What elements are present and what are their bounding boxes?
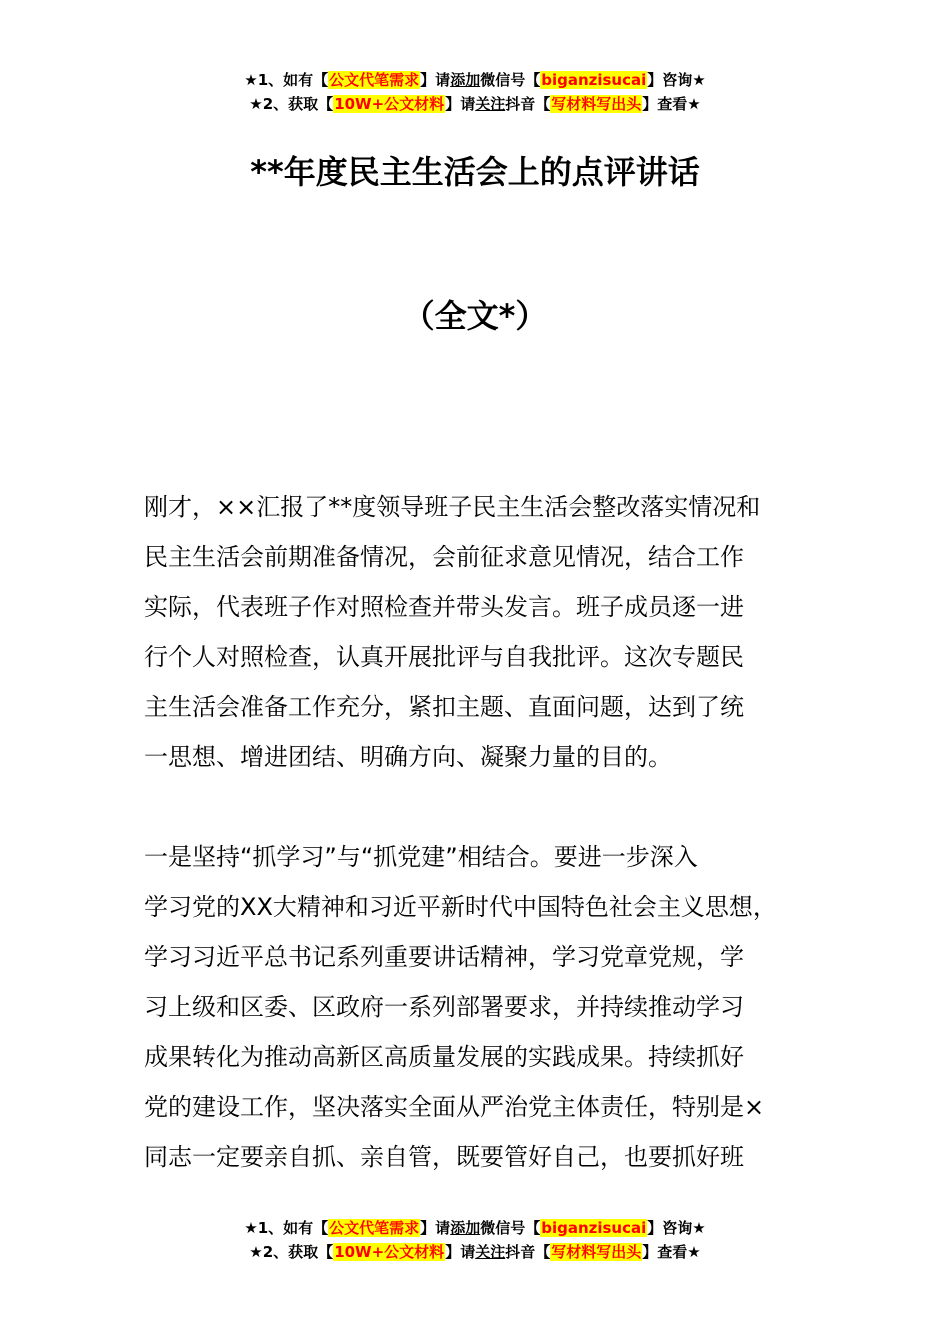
paragraph-line: 实际，代表班子作对照检查并带头发言。班子成员逐一进	[144, 593, 744, 621]
banner-text: ★1、如有【	[244, 71, 329, 89]
banner-emphasis: 添加	[450, 1219, 481, 1237]
banner-highlight-wechat-id: biganzisucai	[541, 1219, 647, 1237]
paragraph-line: 主生活会准备工作充分，紧扣主题、直面问题，达到了统	[144, 693, 744, 721]
banner-text: ★2、获取【	[249, 1243, 334, 1261]
banner-text: 】请	[420, 1219, 451, 1237]
banner-highlight-materials: 10W+公文材料	[334, 1243, 445, 1261]
banner-emphasis: 关注	[475, 95, 506, 113]
banner-text: 抖音【	[505, 95, 551, 113]
header-banner	[0, 68, 950, 116]
paragraph-2	[144, 832, 834, 1182]
banner-line-2	[0, 1240, 950, 1264]
document-subtitle: （全文*）	[402, 297, 548, 335]
paragraph-1	[144, 482, 814, 782]
paragraph-line: 学习习近平总书记系列重要讲话精神，学习党章党规，学	[144, 943, 744, 971]
banner-text: 】查看★	[642, 1243, 701, 1261]
paragraph-line: 党的建设工作，坚决落实全面从严治党主体责任，特别是×	[144, 1093, 765, 1121]
banner-text: 抖音【	[505, 1243, 551, 1261]
banner-highlight-douyin: 写材料写出头	[551, 95, 642, 113]
paragraph-line: 习上级和区委、区政府一系列部署要求，并持续推动学习	[144, 993, 744, 1021]
banner-highlight-wechat-id: biganzisucai	[541, 71, 647, 89]
banner-text: 微信号【	[480, 1219, 541, 1237]
paragraph-line: 一思想、增进团结、明确方向、凝聚力量的目的。	[144, 743, 672, 771]
banner-text: 】查看★	[642, 95, 701, 113]
banner-text: 】咨询★	[647, 1219, 706, 1237]
paragraph-line: 同志一定要亲自抓、亲自管，既要管好自己，也要抓好班	[144, 1143, 744, 1171]
paragraph-line: 一是坚持“抓学习”与“抓党建”相结合。要进一步深入	[144, 843, 698, 871]
paragraph-line: 行个人对照检查，认真开展批评与自我批评。这次专题民	[144, 643, 744, 671]
banner-line-1	[0, 68, 950, 92]
paragraph-line: 成果转化为推动高新区高质量发展的实践成果。持续抓好	[144, 1043, 744, 1071]
banner-text: 】请	[420, 71, 451, 89]
footer-banner	[0, 1216, 950, 1264]
banner-line-1	[0, 1216, 950, 1240]
banner-highlight-service: 公文代笔需求	[329, 71, 420, 89]
banner-text: ★1、如有【	[244, 1219, 329, 1237]
paragraph-line: 民主生活会前期准备情况，会前征求意见情况，结合工作	[144, 543, 744, 571]
banner-text: 】请	[445, 1243, 476, 1261]
banner-highlight-service: 公文代笔需求	[329, 1219, 420, 1237]
paragraph-line: 学习党的XX大精神和习近平新时代中国特色社会主义思想，	[144, 893, 777, 921]
paragraph-line: 刚才，××汇报了**度领导班子民主生活会整改落实情况和	[144, 493, 761, 521]
banner-highlight-materials: 10W+公文材料	[334, 95, 445, 113]
banner-text: 微信号【	[480, 71, 541, 89]
banner-highlight-douyin: 写材料写出头	[551, 1243, 642, 1261]
banner-text: ★2、获取【	[249, 95, 334, 113]
document-title: **年度民主生活会上的点评讲话	[250, 153, 700, 191]
banner-emphasis: 添加	[450, 71, 481, 89]
banner-text: 】咨询★	[647, 71, 706, 89]
banner-line-2	[0, 92, 950, 116]
banner-text: 】请	[445, 95, 476, 113]
banner-emphasis: 关注	[475, 1243, 506, 1261]
